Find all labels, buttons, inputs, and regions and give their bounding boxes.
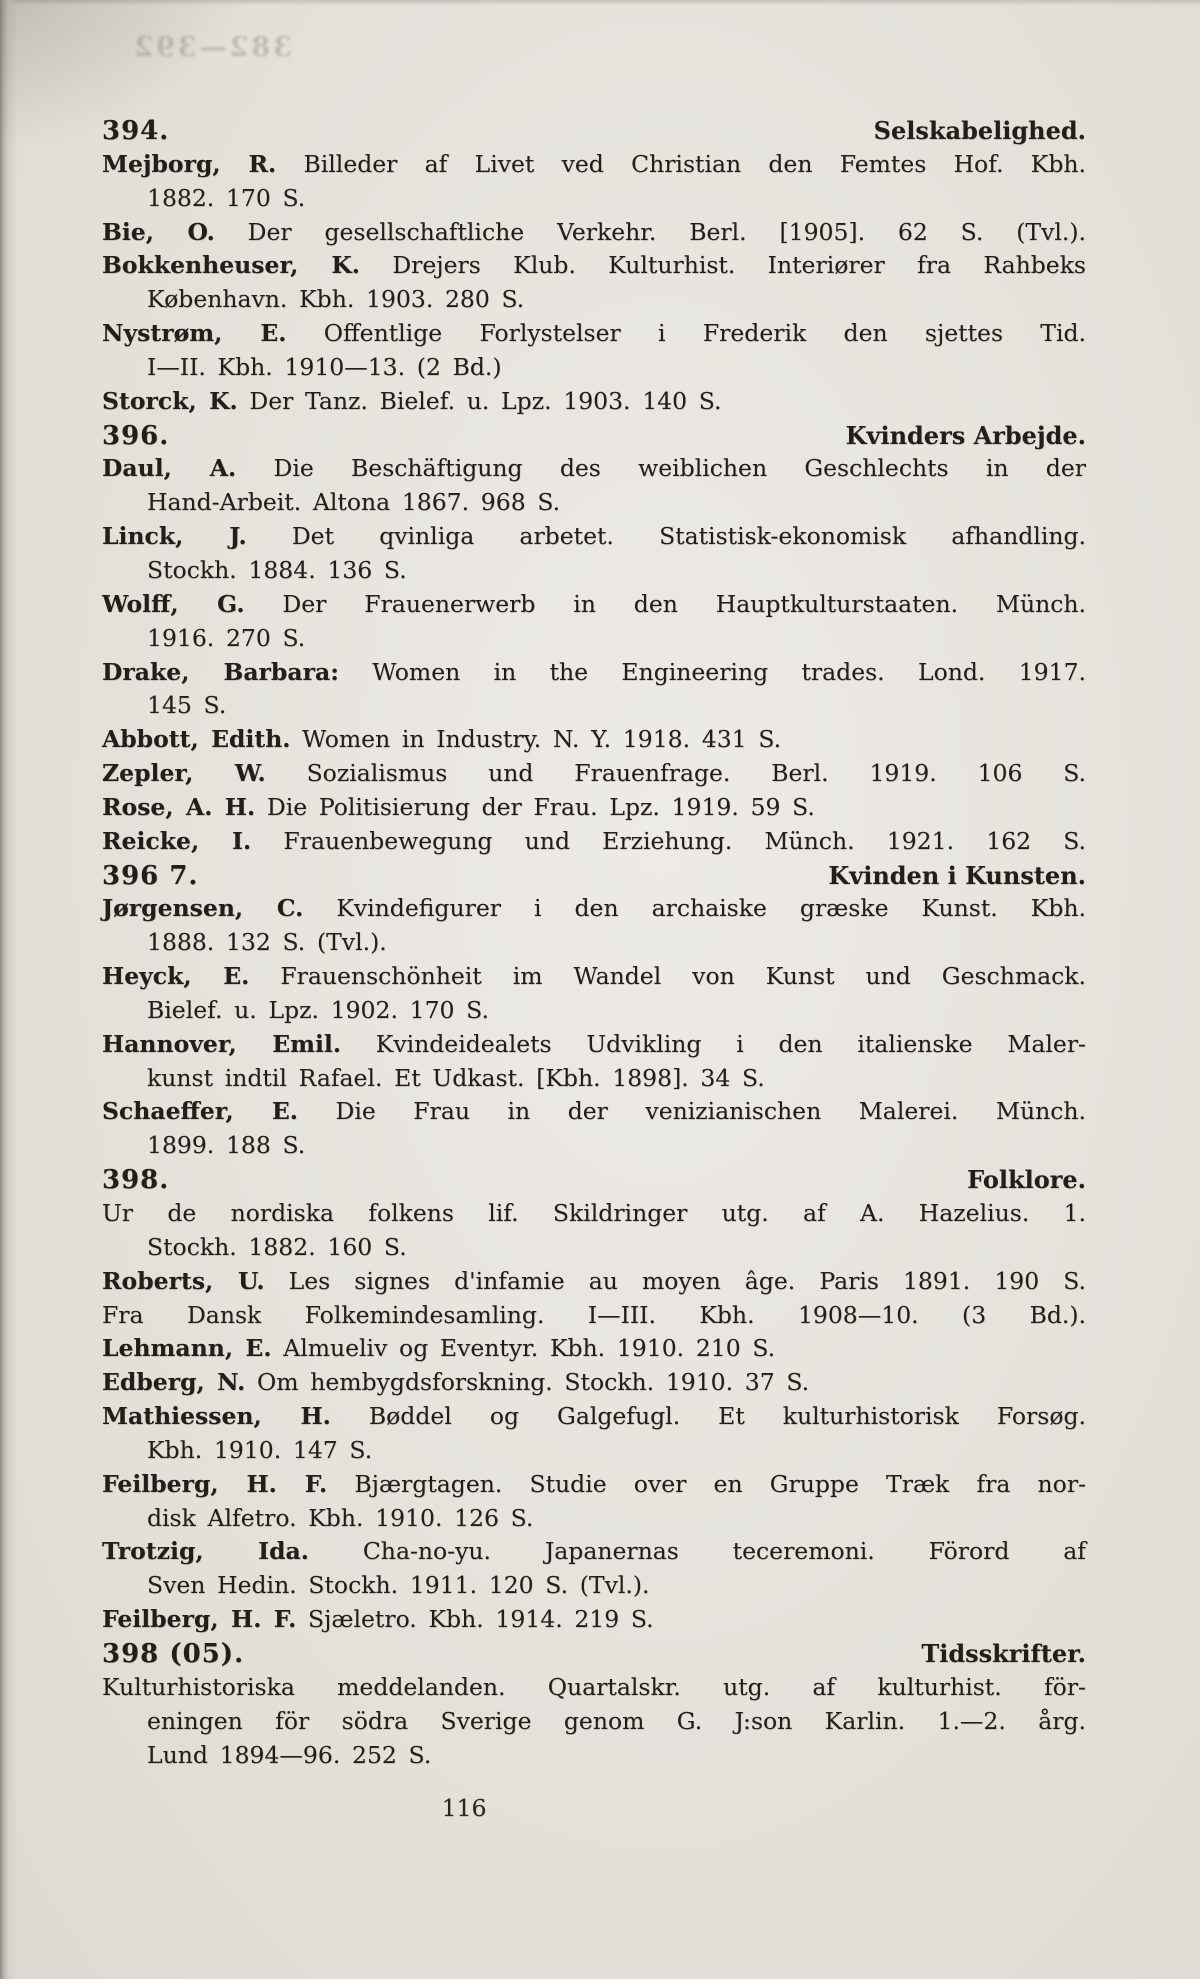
entry-line: Lund 1894—96. 252 S. xyxy=(147,1740,432,1769)
author-name: Feilberg, H. F. xyxy=(102,1469,328,1498)
author-name: Heyck, E. xyxy=(102,962,250,991)
entry-line: Schaeffer, E. Die Frau in der venizianischen Malerei. Münch. xyxy=(102,1097,1086,1126)
author-name: Mathiessen, H. xyxy=(102,1402,331,1431)
entry-line: Roberts, U. Les signes d'infamie au moyen âge. Paris 1891. 190 S. xyxy=(102,1266,1086,1295)
entry-line: Mathiessen, H. Bøddel og Galgefugl. Et kulturhistorisk Forsøg. xyxy=(102,1402,1086,1431)
bib-entry xyxy=(102,1095,1086,1163)
section-number: 394. xyxy=(102,116,170,146)
bib-entry xyxy=(102,1671,1086,1773)
bleed-through-text: 382—392 xyxy=(131,32,292,63)
entry-line: Reicke, I. Frauenbewegung und Erziehung. Münch. 1921. 162 S. xyxy=(102,826,1087,855)
entry-line: Trotzig, Ida. Cha-no-yu. Japanernas teceremoni. Förord af xyxy=(102,1537,1086,1566)
author-name: Roberts, U. xyxy=(102,1266,265,1295)
entry-line: København. Kbh. 1903. 280 S. xyxy=(147,285,525,314)
entry-line: Kbh. 1910. 147 S. xyxy=(147,1435,373,1464)
entry-line: disk Alfetro. Kbh. 1910. 126 S. xyxy=(147,1503,534,1532)
section-number: 398. xyxy=(102,1165,170,1196)
author-name: Abbott, Edith. xyxy=(102,725,291,754)
bib-entry xyxy=(102,1366,1086,1400)
bib-entry xyxy=(102,385,1086,419)
bib-entry xyxy=(102,791,1086,825)
bib-entry xyxy=(102,216,1086,250)
entry-line: kunst indtil Rafael. Et Udkast. [Kbh. 1898]. 34 S. xyxy=(147,1063,765,1092)
bib-entry xyxy=(102,1197,1086,1265)
section-title: Tidsskrifter. xyxy=(921,1638,1086,1668)
bib-entry xyxy=(102,757,1086,791)
entry-line: Bokkenheuser, K. Drejers Klub. Kulturhist. Interiører fra Rahbeks xyxy=(102,251,1086,280)
entry-line: Zepler, W. Sozialismus und Frauenfrage. Berl. 1919. 106 S. xyxy=(102,759,1086,788)
author-name: Bokkenheuser, K. xyxy=(102,251,360,280)
entry-line: Bielef. u. Lpz. 1902. 170 S. xyxy=(147,995,489,1024)
bib-entry xyxy=(102,1400,1086,1468)
section-header xyxy=(102,859,1086,893)
bib-entry xyxy=(102,1603,1086,1637)
section-number: 396. xyxy=(102,420,170,451)
entry-line: Nystrøm, E. Offentlige Forlystelser i Frederik den sjettes Tid. xyxy=(102,319,1087,348)
author-name: Nystrøm, E. xyxy=(102,319,287,348)
bibliography xyxy=(102,114,1086,1772)
entry-line: 1882. 170 S. xyxy=(147,183,306,212)
author-name: Lehmann, E. xyxy=(102,1334,272,1363)
entry-line: Rose, A. H. Die Politisierung der Frau. Lpz. 1919. 59 S. xyxy=(102,792,815,821)
bib-entry xyxy=(102,452,1086,520)
bib-entry xyxy=(102,1028,1086,1096)
section-title: Folklore. xyxy=(967,1165,1086,1195)
author-name: Daul, A. xyxy=(102,454,237,483)
author-name: Edberg, N. xyxy=(102,1368,246,1397)
bib-entry xyxy=(102,520,1086,588)
author-name: Hannover, Emil. xyxy=(102,1029,342,1058)
entry-line: Sven Hedin. Stockh. 1911. 120 S. (Tvl.). xyxy=(147,1571,650,1600)
entry-line: Mejborg, R. Billeder af Livet ved Christian den Femtes Hof. Kbh. xyxy=(102,149,1086,178)
entry-line: Ur de nordiska folkens lif. Skildringer utg. af A. Hazelius. 1. xyxy=(102,1199,1086,1227)
entry-line: Linck, J. Det qvinliga arbetet. Statistisk-ekonomisk afhandling. xyxy=(102,522,1086,551)
entry-line: Hannover, Emil. Kvindeidealets Udvikling i den italienske Maler- xyxy=(102,1029,1086,1058)
entry-line: Daul, A. Die Beschäftigung des weiblichen Geschlechts in der xyxy=(102,454,1086,483)
entry-line: 1899. 188 S. xyxy=(147,1131,306,1160)
bib-entry xyxy=(102,1332,1086,1366)
author-name: Mejborg, R. xyxy=(102,149,277,178)
entry-line: Fra Dansk Folkemindesamling. I—III. Kbh. 1908—10. (3 Bd.). xyxy=(102,1300,1086,1329)
entry-line: Jørgensen, C. Kvindefigurer i den archaiske græske Kunst. Kbh. xyxy=(102,894,1086,923)
entry-line: Edberg, N. Om hembygdsforskning. Stockh. 1910. 37 S. xyxy=(102,1368,810,1397)
entry-line: I—II. Kbh. 1910—13. (2 Bd.) xyxy=(147,352,502,381)
entry-line: Drake, Barbara: Women in the Engineering trades. Lond. 1917. xyxy=(102,657,1086,686)
entry-line: Lehmann, E. Almueliv og Eventyr. Kbh. 1910. 210 S. xyxy=(102,1334,776,1363)
author-name: Feilberg, H. F. xyxy=(102,1605,297,1634)
author-name: Schaeffer, E. xyxy=(102,1097,298,1126)
entry-line: Hand-Arbeit. Altona 1867. 968 S. xyxy=(147,488,561,517)
bib-entry xyxy=(102,317,1086,385)
author-name: Bie, O. xyxy=(102,217,215,246)
bib-entry xyxy=(102,1468,1086,1536)
author-name: Wolff, G. xyxy=(102,589,245,618)
author-name: Linck, J. xyxy=(102,522,247,551)
section-header xyxy=(102,1637,1086,1671)
bib-entry xyxy=(102,588,1086,656)
bib-entry xyxy=(102,1299,1086,1333)
author-name: Trotzig, Ida. xyxy=(102,1537,309,1566)
section-title: Selskabelighed. xyxy=(873,116,1086,145)
bib-entry xyxy=(102,892,1086,960)
section-number: 396 7. xyxy=(102,860,199,891)
entry-line: Feilberg, H. F. Sjæletro. Kbh. 1914. 219 S. xyxy=(102,1605,654,1634)
entry-line: Heyck, E. Frauenschönheit im Wandel von Kunst und Geschmack. xyxy=(102,962,1087,991)
entry-line: Abbott, Edith. Women in Industry. N. Y. 1918. 431 S. xyxy=(102,725,782,754)
entry-line: Stockh. 1884. 136 S. xyxy=(147,555,407,584)
bib-entry xyxy=(102,1535,1086,1603)
bib-entry xyxy=(102,825,1086,859)
entry-line: Storck, K. Der Tanz. Bielef. u. Lpz. 1903. 140 S. xyxy=(102,386,722,415)
page-number: 116 xyxy=(441,1794,487,1822)
entry-line: eningen för södra Sverige genom G. J:son Karlin. 1.—2. årg. xyxy=(147,1706,1086,1735)
bib-entry xyxy=(102,148,1086,216)
section-title: Kvinden i Kunsten. xyxy=(828,860,1086,890)
section-header xyxy=(102,114,1086,148)
section-number: 398 (05). xyxy=(102,1638,245,1669)
author-name: Reicke, I. xyxy=(102,826,252,855)
bib-entry xyxy=(102,249,1086,317)
section-header xyxy=(102,1163,1086,1197)
bib-entry xyxy=(102,960,1086,1028)
section-header xyxy=(102,419,1086,453)
author-name: Zepler, W. xyxy=(102,759,266,788)
section-title: Kvinders Arbejde. xyxy=(845,420,1086,450)
author-name: Storck, K. xyxy=(102,386,238,415)
entry-line: 1916. 270 S. xyxy=(147,623,306,652)
author-name: Drake, Barbara: xyxy=(102,657,339,686)
entry-line: Bie, O. Der gesellschaftliche Verkehr. Berl. [1905]. 62 S. (Tvl.). xyxy=(102,217,1087,246)
entry-line: Stockh. 1882. 160 S. xyxy=(147,1232,407,1261)
bib-entry xyxy=(102,723,1086,757)
bib-entry xyxy=(102,1265,1086,1299)
entry-line: Kulturhistoriska meddelanden. Quartalskr. utg. af kulturhist. för- xyxy=(102,1672,1086,1701)
entry-line: 1888. 132 S. (Tvl.). xyxy=(147,928,387,957)
entry-line: Wolff, G. Der Frauenerwerb in den Hauptkulturstaaten. Münch. xyxy=(102,589,1087,618)
entry-line: Feilberg, H. F. Bjærgtagen. Studie over en Gruppe Træk fra nor- xyxy=(102,1469,1087,1498)
entry-line: 145 S. xyxy=(147,691,227,720)
author-name: Rose, A. H. xyxy=(102,792,256,821)
bib-entry xyxy=(102,656,1086,724)
author-name: Jørgensen, C. xyxy=(102,894,304,923)
